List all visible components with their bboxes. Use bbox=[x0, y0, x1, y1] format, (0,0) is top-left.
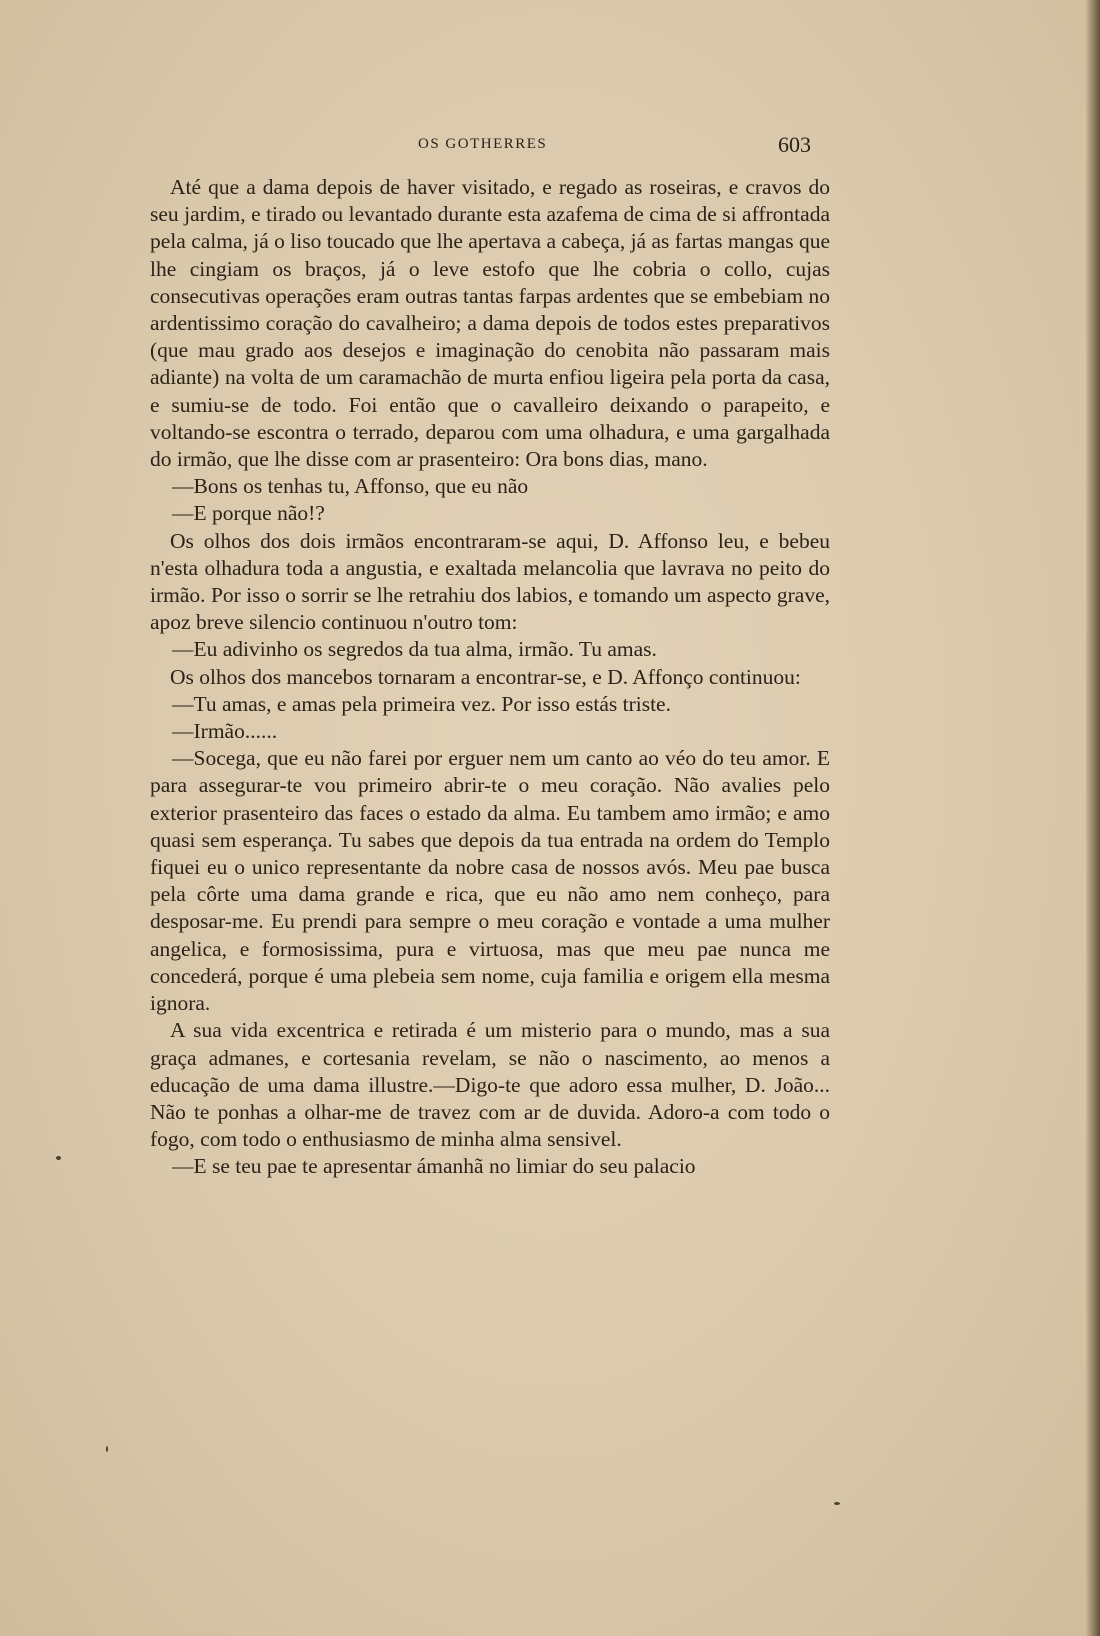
paper-speck bbox=[834, 1502, 840, 1505]
paragraph-6: Os olhos dos mancebos tornaram a encontrar-se, e D. Affonço continuou: bbox=[170, 664, 801, 689]
paragraph-4: Os olhos dos dois irmãos encontraram-se aqui, D. Affonso leu, e bebeu n'esta olhadura toda a angustia, e exaltada melancolia que lavrava no peito do irmão. Por isso o sorrir se lhe retrahiu dos labios, e tomando um aspecto grave, apoz breve silencio continuou n'outro tom: bbox=[150, 528, 830, 635]
page-number: 603 bbox=[778, 132, 811, 157]
paragraph-8: —Irmão...... bbox=[172, 719, 278, 744]
body-text bbox=[150, 174, 830, 1181]
paragraph-1: Até que a dama depois de haver visitado, e regado as roseiras, e cravos do seu jardim, e tirado ou levantado durante esta azafema de cima de si affrontada pela calma, já o liso toucado que lhe apertava a cabeça, já as fartas mangas que lhe cingiam os braços, já o leve estofo que lhe cobria o collo, cujas consecutivas operações eram outras tantas farpas ardentes que se embebiam no ardentissimo coração do cavalheiro; a dama depois de todos estes preparativos (que mau grado aos desejos e imaginação do cenobita não passaram mais adiante) na volta de um caramachão de murta enfiou ligeira pela porta da casa, e sumiu-se de todo. Foi então que o cavalleiro deixando o parapeito, e voltando-se escontra o terrado, deparou com uma olhadura, e uma gargalhada do irmão, que lhe disse com ar prasenteiro: Ora bons dias, mano. bbox=[150, 175, 830, 472]
paragraph-2: —Bons os tenhas tu, Affonso, que eu não bbox=[172, 474, 529, 499]
paragraph-5: —Eu adivinho os segredos da tua alma, irmão. Tu amas. bbox=[172, 637, 657, 662]
paragraph-3: —E porque não!? bbox=[172, 501, 325, 526]
running-head bbox=[0, 132, 1100, 162]
paragraph-10: A sua vida excentrica e retirada é um misterio para o mundo, mas a sua graça admanes, e cortesania revelam, se não o nascimento, ao menos a educação de uma dama illustre.—Digo-te que adoro essa mulher, D. João... Não te ponhas a olhar-me de travez com ar de duvida. Adoro-a com todo o fogo, com todo o enthusiasmo de minha alma sensivel. bbox=[150, 1018, 830, 1152]
paragraph-11: —E se teu pae te apresentar ámanhã no limiar do seu palacio bbox=[172, 1154, 696, 1179]
paper-speck bbox=[56, 1156, 61, 1160]
running-title: OS GOTHERRES bbox=[418, 136, 548, 152]
paragraph-7: —Tu amas, e amas pela primeira vez. Por isso estás triste. bbox=[172, 691, 671, 716]
paper-speck bbox=[106, 1446, 108, 1452]
page-edge bbox=[1086, 0, 1100, 1636]
paragraph-9: —Socega, que eu não farei por erguer nem um canto ao véo do teu amor. E para assegurar-te vou primeiro abrir-te o meu coração. Não avalies pelo exterior prasenteiro das faces o estado da alma. Eu tambem amo irmão; e amo quasi sem esperança. Tu sabes que depois da tua entrada na ordem do Templo fiquei eu o unico representante da nobre casa de nossos avós. Meu pae busca pela côrte uma dama grande e rica, que eu não amo nem conheço, para desposar-me. Eu prendi para sempre o meu coração e vontade a uma mulher angelica, e formosissima, pura e virtuosa, mas que meu pae nunca me concederá, porque é uma plebeia sem nome, cuja familia e origem ella mesma ignora. bbox=[150, 746, 830, 1016]
